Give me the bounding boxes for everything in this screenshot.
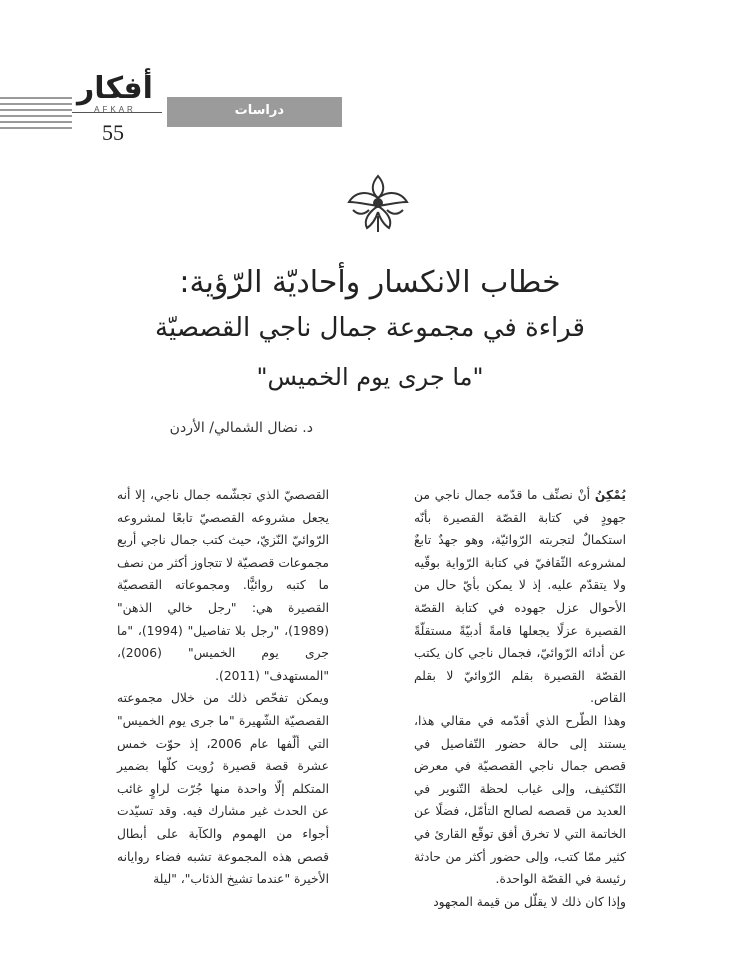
article-title-line-3: "ما جرى يوم الخميس" (256, 363, 484, 391)
body-column-right (414, 484, 626, 913)
paragraph: وهذا الطّرح الذي أقدّمه في مقالي هذا، يستند إلى حالة حضور التّفاصيل في قصص جمال ناجي القصصيّة في معرض التّكثيف، وإلى غياب لحظة التّنوير في العديد من قصصه لصالح التأمّل، فضلًا عن الخاتمة التي لا تخرق أفق توقّع القارئ في كثير ممّا كتب، وإلى حضور أكثر من حادثة رئيسة في القصّة الواحدة. (414, 713, 626, 887)
header-rule (0, 97, 72, 99)
paragraph: وإذا كان ذلك لا يقلّل من قيمة المجهود (433, 894, 626, 909)
author-byline: د. نضال الشمالي/ الأردن (169, 420, 313, 436)
article-title-line-1: خطاب الانكسار وأحاديّة الرّؤية: (179, 265, 561, 300)
paragraph-text: أنْ نصنِّف ما قدّمه جمال ناجي من جهودٍ في كتابة القصّة القصيرة بأنّه استكمالٌ لتجربته الرّوائيّة، وهو جهدٌ تابعٌ لمشروعه الثّقافيّ في كتابة الرّواية بوقّيه ولا يتقدّم عليه. إذ لا يمكن بأيّ حال من الأحوال عزل جهوده في كتابة القصّة القصيرة عزلًا يجعلها قامةً أدبيّةً مستقلّةً عن أدائه الرّوائيّ، فجمال ناجي كان يكتب القصّة القصيرة بقلم الرّوائيّ لا بقلم القاص. (414, 488, 626, 706)
paragraph (414, 484, 626, 710)
logo-latin: AFKAR (94, 105, 136, 114)
header-rule (0, 121, 72, 123)
article-title-line-2: قراءة في مجموعة جمال ناجي القصصيّة (155, 313, 585, 343)
lead-word: يُمْكِنُ (594, 488, 626, 502)
logo-arabic: أفكار (77, 71, 153, 106)
section-banner (167, 97, 342, 127)
magazine-logo (70, 71, 160, 114)
paragraph: ويمكن تفحّص ذلك من خلال مجموعته القصصيّة الشّهيرة "ما جرى يوم الخميس" التي ألّفها عام 2006، إذ حوّت خمس عشرة قصة قصيرة رُويت كلّها بضمير المتكلم إلّا واحدة منها جُرّت لراوٍ غائب عن الحدث غير مشارك فيه. وقد تسيّدت أجواء من الهموم والكآبة على أبطال قصص هذه المجموعة تشبه فضاء روايانه الأخيرة "عندما تشيخ الذئاب"، "ليلة (117, 691, 329, 887)
header-rule (0, 115, 72, 117)
page-number: 55 (102, 120, 124, 145)
header-rule (0, 127, 72, 129)
section-label: دراسات (234, 103, 284, 118)
floral-ornament-icon (343, 172, 413, 234)
header-rule (0, 103, 72, 105)
body-column-left (117, 484, 329, 891)
header-rule (0, 109, 72, 111)
paragraph: القصصيّ الذي تجشّمه جمال ناجي، إلا أنه يجعل مشروعه القصصيّ تابعًا لمشروعه الرّوائيّ النّزيّ، حيث كتب جمال ناجي أربع مجموعات قصصيّة لا تتجاوز أكثر من نصف ما كتبه روائيًّا. ومجموعاته القصصيّة القصيرة هي: "رجل خالي الذهن" (1989)، "رجل بلا تفاصيل" (1994)، "ما جرى يوم الخميس" (2006)، "المستهدف" (2011). (117, 488, 329, 683)
